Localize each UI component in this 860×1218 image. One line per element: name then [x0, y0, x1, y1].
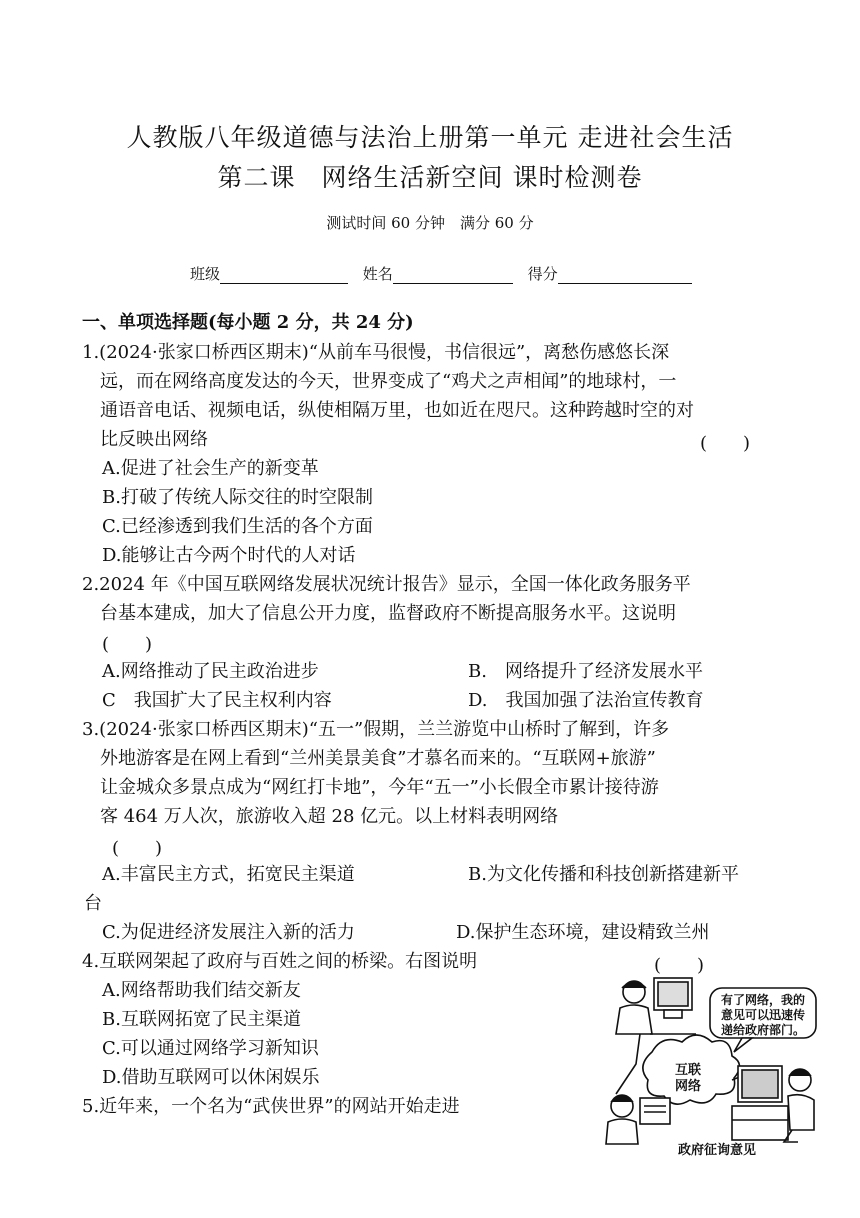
- figure-caption: 政府征询意见: [677, 1143, 757, 1158]
- bubble-text-line-2: 意见可以迅速传: [720, 1008, 806, 1022]
- q1-option-d: D.能够让古今两个时代的人对话: [102, 545, 356, 566]
- q4-option-c: C.可以通过网络学习新知识: [102, 1038, 319, 1059]
- q4-option-b: B.互联网拓宽了民主渠道: [102, 1009, 301, 1030]
- q2-option-d: D. 我国加强了法治宣传教育: [468, 690, 704, 711]
- q1-option-c: C.已经渗透到我们生活的各个方面: [102, 516, 373, 537]
- q2-option-c: C 我国扩大了民主权利内容: [102, 690, 332, 711]
- person-bottom-left-icon: [606, 1095, 670, 1144]
- bubble-text-line-3: 递给政府部门。: [720, 1023, 806, 1037]
- q3-option-d: D.保护生态环境，建设精致兰州: [456, 922, 710, 943]
- q4-line-1: 4.互联网架起了政府与百姓之间的桥梁。右图说明: [82, 951, 478, 972]
- section-title: 一、单项选择题(每小题 2 分，共 24 分): [82, 312, 414, 333]
- test-info: 测试时间 60 分钟 满分 60 分: [326, 214, 534, 232]
- q2-option-b: B. 网络提升了经济发展水平: [468, 661, 703, 682]
- q4-answer-paren: ( ): [654, 955, 705, 976]
- q3-line-1: 3.(2024·张家口桥西区期末)“五一”假期，兰兰游览中山桥时了解到，许多: [82, 719, 670, 740]
- q5-line-1: 5.近年来，一个名为“武侠世界”的网站开始走进: [82, 1096, 460, 1117]
- q1-answer-paren: ( ): [700, 433, 751, 454]
- q2-line-1: 2.2024 年《中国互联网络发展状况统计报告》显示，全国一体化政务服务平: [82, 574, 691, 595]
- score-label: 得分: [527, 265, 558, 283]
- bubble-text-line-1: 有了网络，我的: [720, 993, 806, 1007]
- q1-line-4: 比反映出网络: [100, 429, 208, 450]
- cloud-text-line-2: 网络: [674, 1079, 702, 1094]
- cloud-text-line-1: 互联: [674, 1063, 702, 1078]
- title-line-1: 人教版八年级道德与法治上册第一单元 走进社会生活: [126, 123, 734, 152]
- person-top-left-icon: [616, 978, 696, 1034]
- title-line-2: 第二课 网络生活新空间 课时检测卷: [217, 163, 643, 192]
- q1-line-2: 远，而在网络高度发达的今天，世界变成了“鸡犬之声相闻”的地球村，一: [100, 371, 677, 392]
- student-info-row: [190, 263, 702, 284]
- q2-option-a: A.网络推动了民主政治进步: [102, 661, 319, 682]
- class-field[interactable]: [220, 267, 348, 284]
- q3-line-2: 外地游客是在网上看到“兰州美景美食”才慕名而来的。“互联网+旅游”: [100, 748, 656, 769]
- score-field[interactable]: [558, 267, 692, 284]
- name-field[interactable]: [393, 267, 513, 284]
- q2-line-2: 台基本建成，加大了信息公开力度，监督政府不断提高服务水平。这说明: [100, 603, 676, 624]
- q4-option-a: A.网络帮助我们结交新友: [102, 980, 301, 1001]
- q1-option-a: A.促进了社会生产的新变革: [102, 458, 319, 479]
- q3-option-c: C.为促进经济发展注入新的活力: [102, 922, 355, 943]
- q3-option-b-continued: 台: [84, 893, 102, 914]
- class-label: 班级: [190, 265, 221, 283]
- q3-line-3: 让金城众多景点成为“网红打卡地”，今年“五一”小长假全市累计接待游: [100, 777, 659, 798]
- q3-option-b: B.为文化传播和科技创新搭建新平: [468, 864, 739, 885]
- q3-line-4: 客 464 万人次，旅游收入超 28 亿元。以上材料表明网络: [100, 806, 559, 827]
- person-bottom-right-icon: [732, 1066, 814, 1142]
- name-label: 姓名: [362, 265, 393, 283]
- q2-answer-paren: ( ): [102, 634, 153, 655]
- q1-option-b: B.打破了传统人际交往的时空限制: [102, 487, 373, 508]
- q3-option-a: A.丰富民主方式，拓宽民主渠道: [102, 864, 355, 885]
- government-consultation-illustration: [592, 970, 822, 1160]
- q3-answer-paren: ( ): [112, 838, 163, 859]
- q1-line-3: 通语音电话、视频电话，纵使相隔万里，也如近在咫尺。这种跨越时空的对: [100, 400, 694, 421]
- q4-option-d: D.借助互联网可以休闲娱乐: [102, 1067, 320, 1088]
- q1-line-1: 1.(2024·张家口桥西区期末)“从前车马很慢，书信很远”，离愁伤感悠长深: [82, 342, 670, 363]
